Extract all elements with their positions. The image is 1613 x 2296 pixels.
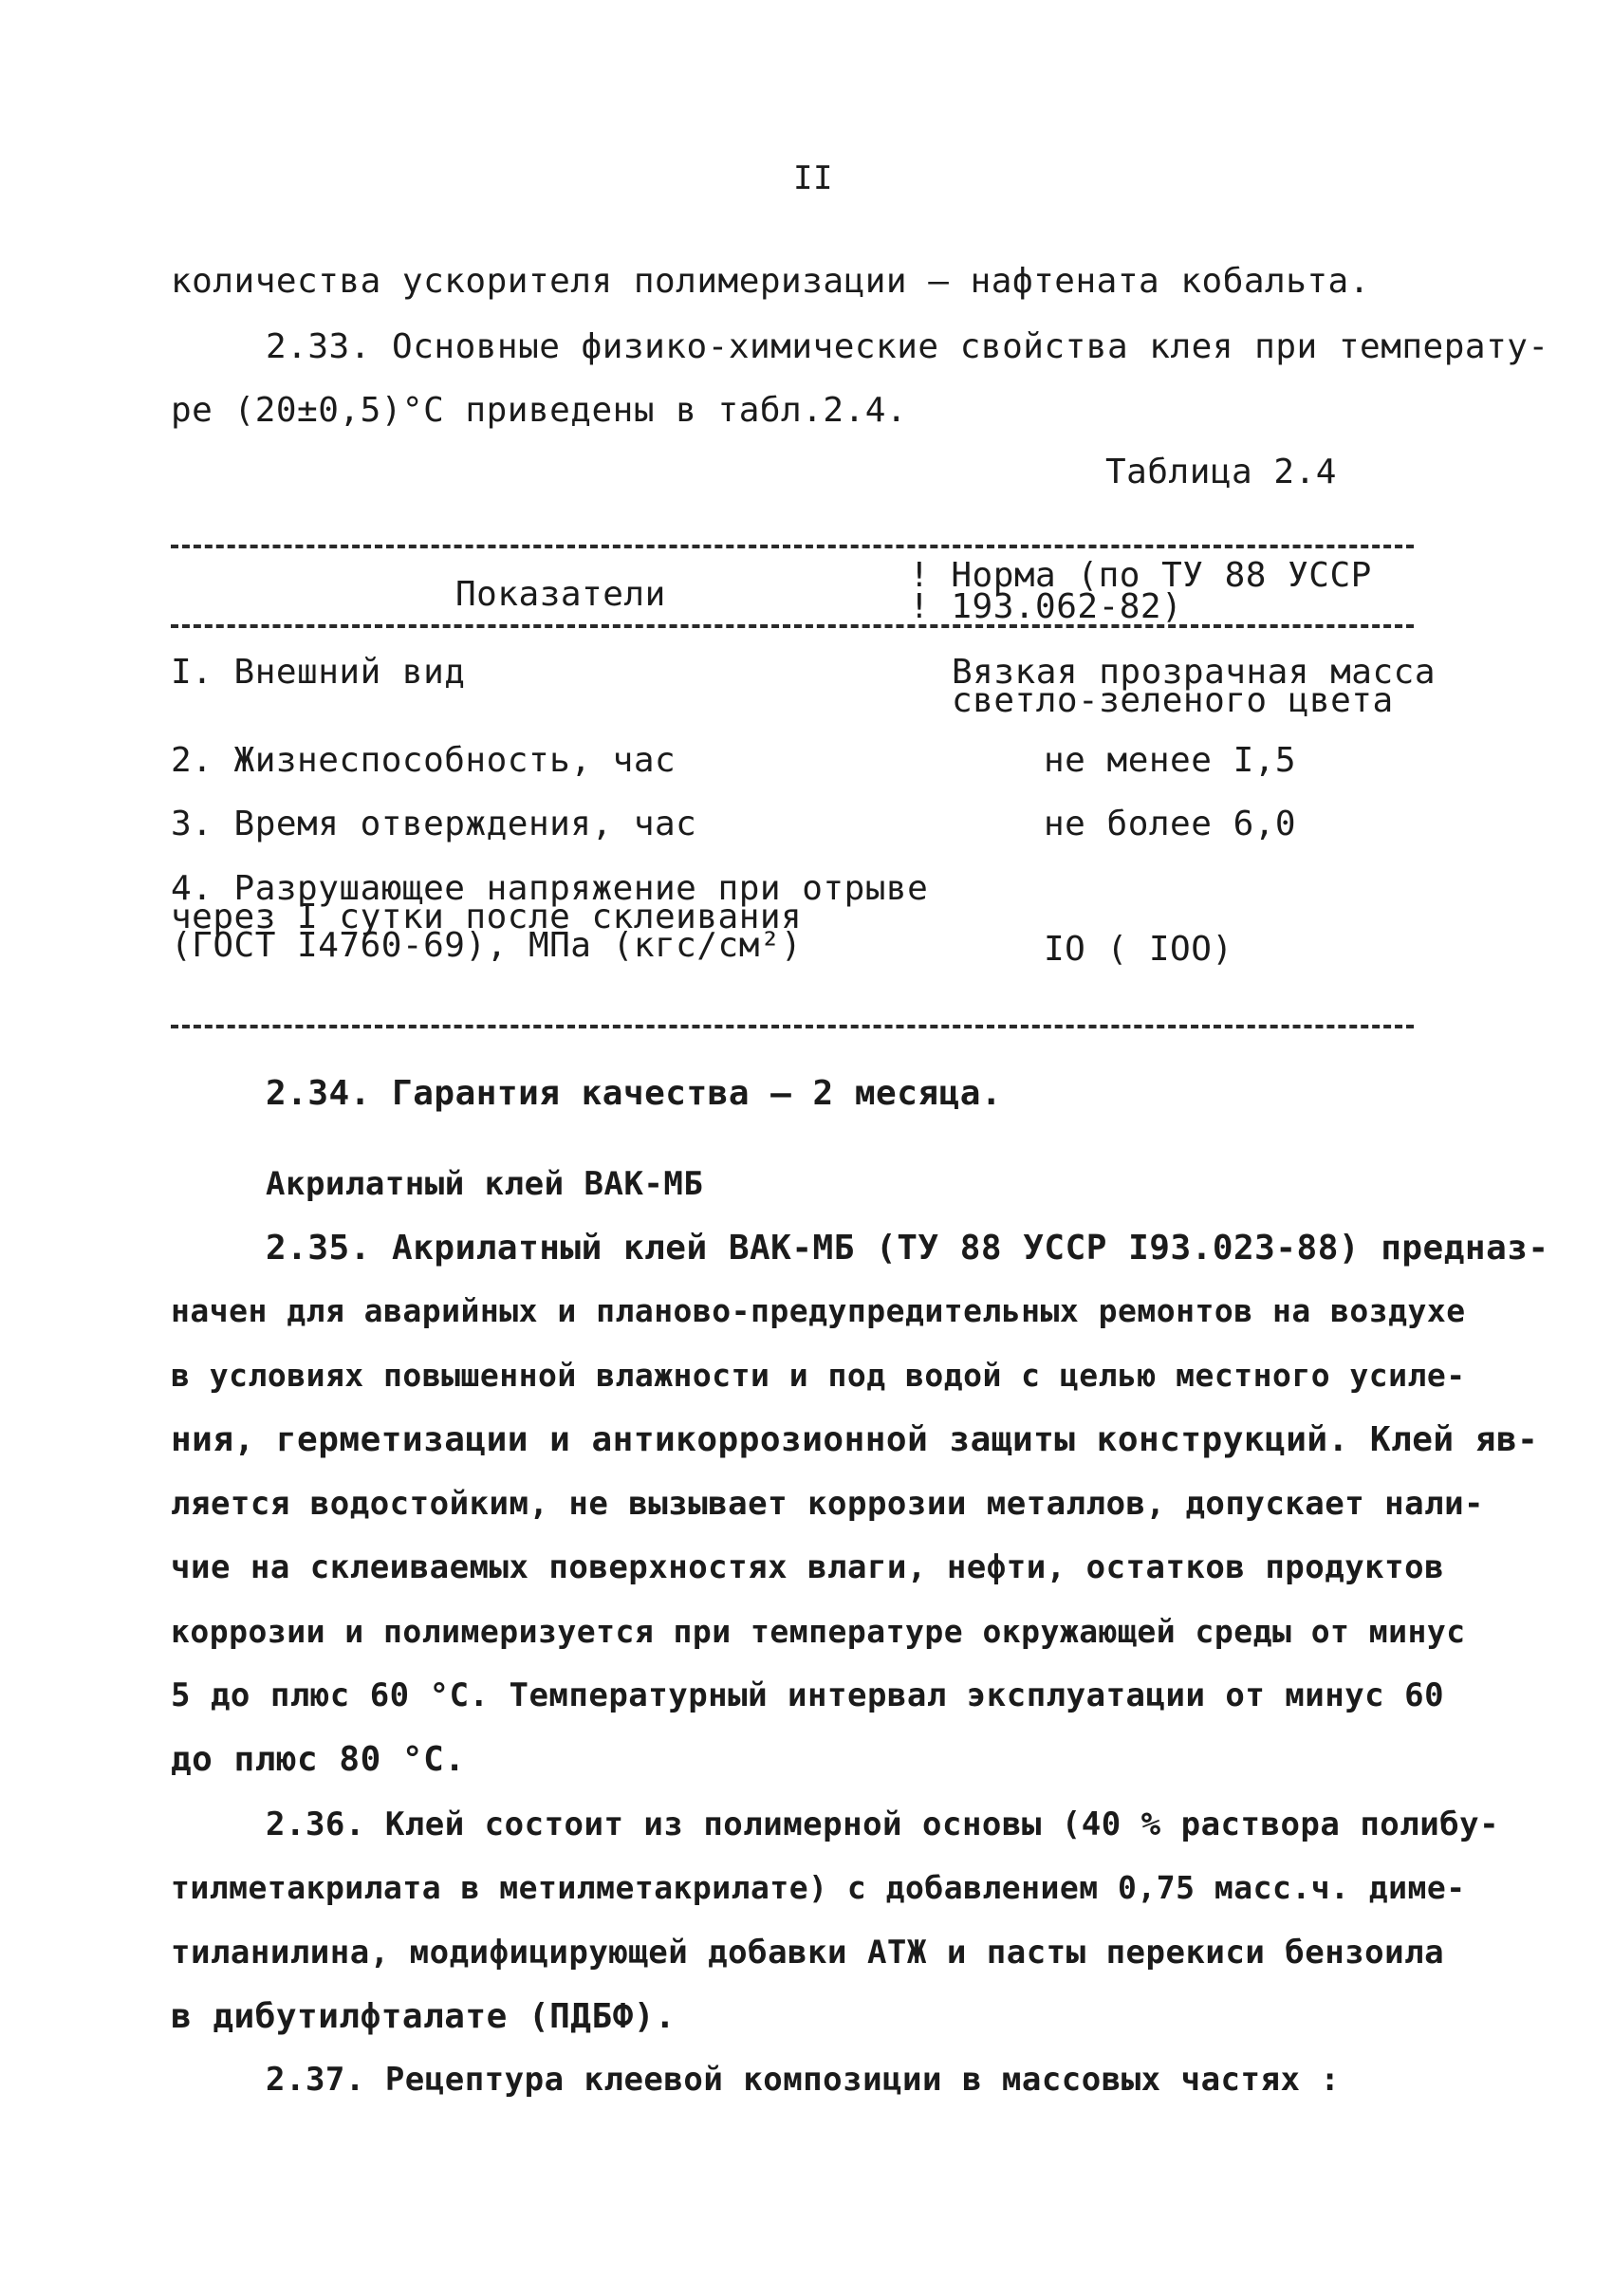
para-235-line-2: начен для аварийных и планово-предупредительных ремонтов на воздухе xyxy=(171,1292,1466,1329)
table-header-rule xyxy=(171,624,1414,628)
table-row-1-norm-line-1: Вязкая прозрачная масса xyxy=(952,653,1436,692)
para-235-line-3: в условиях повышенной влажности и под водой с целью местного усиле- xyxy=(171,1357,1466,1394)
para-235-line-4: ния, герметизации и антикоррозионной защиты конструкций. Клей яв- xyxy=(171,1420,1539,1459)
section-heading: Акрилатный клей ВАК-МБ xyxy=(266,1165,704,1203)
table-row-3-norm: не более 6,0 xyxy=(1044,805,1297,843)
para-235-line-1: 2.35. Акрилатный клей ВАК-МБ (ТУ 88 УССР I93.023-88) предназ- xyxy=(266,1229,1549,1268)
table-header-indicators: Показатели xyxy=(455,575,666,614)
table-row-2-norm: не менее I,5 xyxy=(1044,741,1297,780)
table-row-4-indicator-line-3: (ГОСТ I4760-69), МПа (кгс/см²) xyxy=(171,926,803,965)
para-236-line-2: тилметакрилата в метилметакрилате) с добавлением 0,75 масс.ч. диме- xyxy=(171,1869,1466,1906)
intro-line-1: количества ускорителя полимеризации – нафтената кобальта. xyxy=(171,262,1370,301)
table-row-3-indicator: 3. Время отверждения, час xyxy=(171,805,697,843)
table-header-norm-line-1: ! Норма (по ТУ 88 УССР xyxy=(909,556,1372,595)
table-row-4-indicator-line-1: 4. Разрушающее напряжение при отрыве xyxy=(171,869,929,908)
table-row-2-indicator: 2. Жизнеспособность, час xyxy=(171,741,677,780)
para-234: 2.34. Гарантия качества – 2 месяца. xyxy=(266,1074,1003,1113)
para-237: 2.37. Рецептура клеевой композиции в массовых частях : xyxy=(266,2061,1341,2099)
para-235-line-9: до плюс 80 °С. xyxy=(171,1740,466,1779)
para-236-line-1: 2.36. Клей состоит из полимерной основы (40 % раствора полибу- xyxy=(266,1805,1500,1843)
para-235-line-8: 5 до плюс 60 °С. Температурный интервал эксплуатации от минус 60 xyxy=(171,1676,1445,1714)
para-236-line-3: тиланилина, модифицирующей добавки АТЖ и пасты перекиси бензоила xyxy=(171,1934,1445,1972)
table-header-norm-line-2: ! 193.062-82) xyxy=(909,587,1183,626)
para-235-line-5: ляется водостойким, не вызывает коррозии металлов, допускает нали- xyxy=(171,1485,1485,1523)
table-bottom-rule xyxy=(171,1025,1414,1028)
table-row-4-norm: IO ( IOO) xyxy=(1044,930,1233,969)
table-row-4-indicator-line-2: через I сутки после склеивания xyxy=(171,898,803,936)
para-233-line-2: ре (20±0,5)°С приведены в табл.2.4. xyxy=(171,391,908,430)
para-233-line-1: 2.33. Основные физико-химические свойства клея при температу- xyxy=(266,327,1549,366)
table-caption: Таблица 2.4 xyxy=(1105,453,1337,491)
page-number: II xyxy=(793,159,833,197)
para-236-line-4: в дибутилфталате (ПДБФ). xyxy=(171,1997,677,2036)
para-235-line-6: чие на склеиваемых поверхностях влаги, нефти, остатков продуктов xyxy=(171,1548,1445,1586)
table-row-1-norm-line-2: светло-зеленого цвета xyxy=(952,681,1394,720)
table-top-rule xyxy=(171,545,1414,548)
para-235-line-7: коррозии и полимеризуется при температуре окружающей среды от минус xyxy=(171,1613,1466,1650)
table-row-1-indicator: I. Внешний вид xyxy=(171,653,466,692)
